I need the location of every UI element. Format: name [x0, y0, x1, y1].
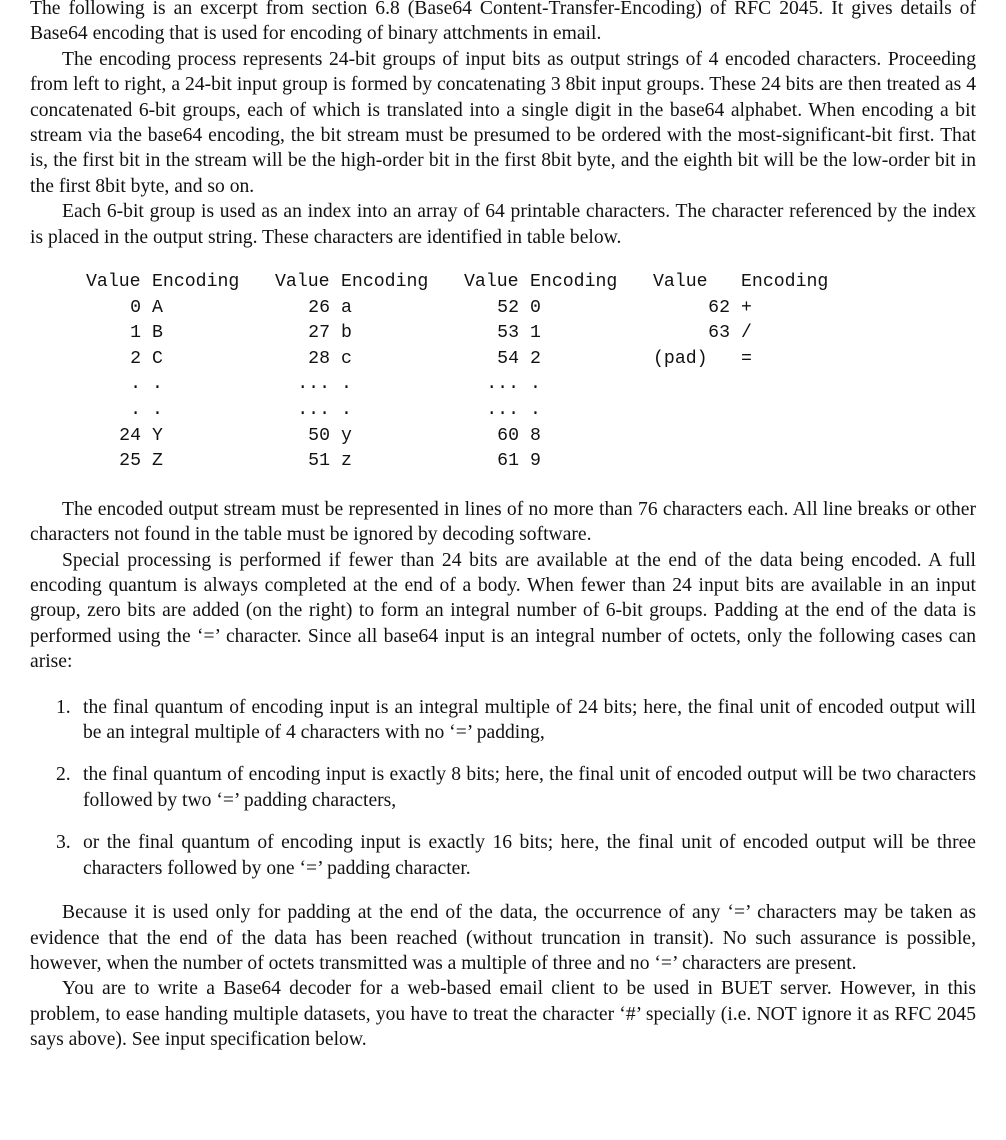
header-value: Value [653, 272, 708, 293]
task-paragraph: You are to write a Base64 decoder for a web-based email client to be used in BUET server. However, in this problem, to ease handing multiple datasets, you have to treat the character ‘#’ specially (i.e. NOT ignore it as RFC 2045 says above). See input specification below. [30, 978, 976, 1051]
index-paragraph: Each 6-bit group is used as an index into an array of 64 printable characters. The character referenced by the index is placed in the output string. These characters are identified in table below. [30, 201, 976, 248]
table-column [464, 270, 630, 475]
table-row [86, 372, 252, 398]
case-number: 2. [56, 764, 71, 786]
table-header-row [653, 270, 841, 296]
table-row [464, 321, 630, 347]
cell-encoding: B [152, 323, 163, 344]
cell-value: 51 [308, 451, 330, 472]
table-row [86, 449, 252, 475]
special-processing-paragraph: Special processing is performed if fewer than 24 bits are available at the end of the data being encoded. A full encoding quantum is always completed at the end of a body. When fewer than 24 input bits are available in an input group, zero bits are added (on the right) to form an integral number of 6-bit groups. Padding at the end of the data is performed using the ‘=’ character. Since all base64 input is an integral number of octets, only the following cases can arise: [30, 549, 976, 673]
cell-value: 54 [497, 348, 519, 369]
table-row [86, 296, 252, 322]
case-text: the final quantum of encoding input is exactly 8 bits; here, the final unit of encoded output will be two characters followed by two ‘=’ padding characters, [83, 764, 976, 811]
table-row [464, 372, 630, 398]
cell-encoding: c [341, 348, 352, 369]
table-header-row [275, 270, 441, 296]
table-row [464, 424, 630, 450]
cell-value: 60 [497, 425, 519, 446]
case-text: the final quantum of encoding input is an integral multiple of 24 bits; here, the final unit of encoded output will be an integral multiple of 4 characters with no ‘=’ padding, [83, 696, 976, 744]
cell-encoding: z [341, 451, 352, 472]
table-row [275, 347, 441, 373]
cell-value: 2 [130, 348, 141, 369]
cell-value: 62 [708, 297, 730, 318]
cell-value: (pad) [653, 348, 708, 369]
case-item [30, 830, 976, 881]
cell-encoding: 8 [530, 425, 541, 446]
cell-value: 50 [308, 425, 330, 446]
cell-encoding: a [341, 297, 352, 318]
header-encoding: Encoding [741, 272, 829, 293]
table-row [275, 398, 441, 424]
cell-value: 52 [497, 297, 519, 318]
header-value: Value [275, 272, 330, 293]
cell-value: ... [486, 400, 519, 421]
cell-value: 63 [708, 323, 730, 344]
table-row [86, 321, 252, 347]
cell-value: ... [297, 374, 330, 395]
cell-encoding: Y [152, 425, 163, 446]
cell-value: 27 [308, 323, 330, 344]
cell-value: . [130, 400, 141, 421]
cell-encoding: 0 [530, 297, 541, 318]
table-row [275, 372, 441, 398]
table-column [275, 270, 441, 475]
case-item [30, 695, 976, 746]
table-row [653, 321, 841, 347]
cell-value: 28 [308, 348, 330, 369]
cell-value: 61 [497, 451, 519, 472]
table-header-row [464, 270, 630, 296]
header-value: Value [86, 272, 141, 293]
document [30, 0, 976, 1053]
cell-encoding: Z [152, 451, 163, 472]
table-column [86, 270, 252, 475]
cell-value: 26 [308, 297, 330, 318]
header-encoding: Encoding [152, 272, 240, 293]
cell-encoding: 1 [530, 323, 541, 344]
table-row [464, 296, 630, 322]
table-row [653, 347, 841, 373]
table-row [464, 347, 630, 373]
case-number: 1. [56, 696, 71, 718]
case-number: 3. [56, 832, 71, 854]
cell-encoding: . [530, 374, 541, 395]
table-column [653, 270, 841, 475]
line-length-paragraph: The encoded output stream must be represented in lines of no more than 76 characters each. All line breaks or other characters not found in the table must be ignored by decoding software. [30, 498, 976, 546]
cell-value: 53 [497, 323, 519, 344]
cell-encoding: b [341, 323, 352, 344]
case-text: or the final quantum of encoding input is exactly 16 bits; here, the final unit of encoded output will be three characters followed by one ‘=’ padding character. [83, 832, 976, 879]
cell-encoding: . [341, 400, 352, 421]
cell-encoding: / [741, 323, 752, 344]
case-item [30, 762, 976, 813]
padding-evidence-paragraph: Because it is used only for padding at the end of the data, the occurrence of any ‘=’ characters may be taken as evidence that the end of the data has been reached (without truncation in transit). No such assurance is possible, however, when the number of octets transmitted was a multiple of three and no ‘=’ characters are present. [30, 902, 976, 974]
table-row [275, 424, 441, 450]
cell-value: ... [297, 400, 330, 421]
cell-value: 24 [119, 425, 141, 446]
intro-paragraph: The following is an excerpt from section 6.8 (Base64 Content-Transfer-Encoding) of RFC 2045. It gives details of Base64 encoding that is used for encoding of binary attchments in email. [30, 0, 976, 45]
table-row [86, 398, 252, 424]
cases-list [30, 695, 976, 881]
cell-value: 25 [119, 451, 141, 472]
cell-encoding: . [530, 400, 541, 421]
cell-encoding: . [152, 374, 163, 395]
cell-encoding: y [341, 425, 352, 446]
cell-encoding: C [152, 348, 163, 369]
cell-encoding: + [741, 297, 752, 318]
cell-encoding: 9 [530, 451, 541, 472]
base64-alphabet-table [30, 270, 976, 475]
cell-encoding: A [152, 297, 163, 318]
table-row [86, 424, 252, 450]
table-row [464, 449, 630, 475]
table-header-row [86, 270, 252, 296]
cell-value: ... [486, 374, 519, 395]
table-row [86, 347, 252, 373]
encoding-process-paragraph: The encoding process represents 24-bit groups of input bits as output strings of 4 encoded characters. Proceeding from left to right, a 24-bit input group is formed by concatenating 3 8bit input groups. These 24 bits are then treated as 4 concatenated 6-bit groups, each of which is translated into a single digit in the base64 alphabet. When encoding a bit stream via the base64 encoding, the bit stream must be presumed to be ordered with the most-significant-bit first. That is, the first bit in the stream will be the high-order bit in the first 8bit byte, and the eighth bit will be the low-order bit in the first 8bit byte, and so on. [30, 48, 976, 197]
table-row [275, 449, 441, 475]
cell-value: 0 [130, 297, 141, 318]
table-row [275, 321, 441, 347]
header-value: Value [464, 272, 519, 293]
cell-encoding: . [341, 374, 352, 395]
table-row [653, 296, 841, 322]
cell-value: . [130, 374, 141, 395]
header-encoding: Encoding [341, 272, 429, 293]
table-grid [30, 270, 976, 475]
header-encoding: Encoding [530, 272, 618, 293]
cell-encoding: . [152, 400, 163, 421]
cell-encoding: = [741, 348, 752, 369]
cell-encoding: 2 [530, 348, 541, 369]
cell-value: 1 [130, 323, 141, 344]
table-row [464, 398, 630, 424]
table-row [275, 296, 441, 322]
